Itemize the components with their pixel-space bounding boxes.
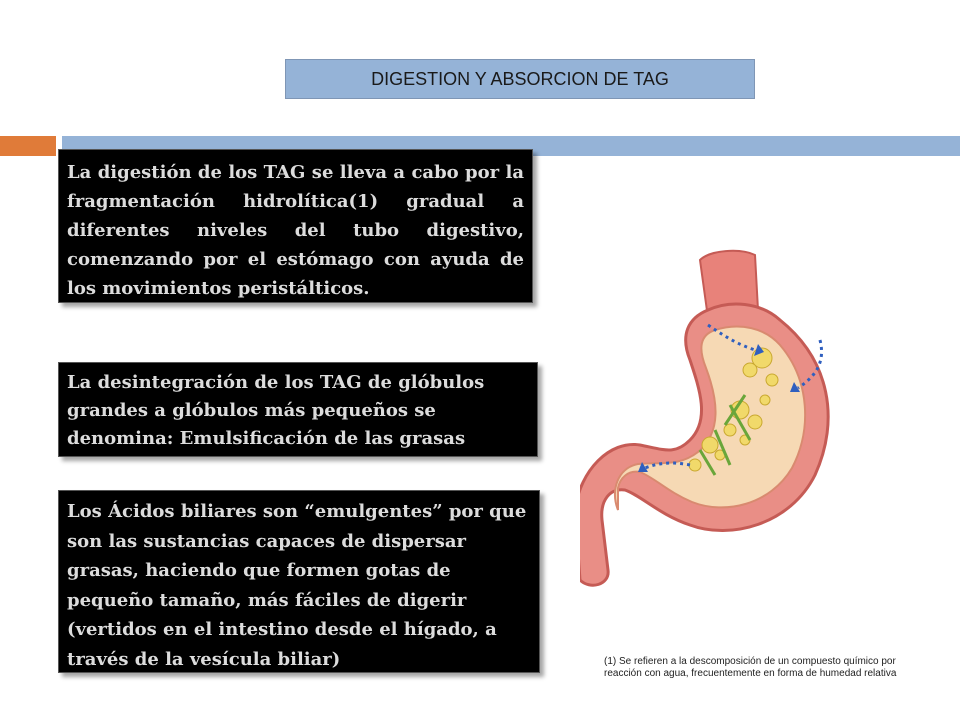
slide-title: DIGESTION Y ABSORCION DE TAG xyxy=(285,59,755,99)
emulsification-textbox: La desintegración de los TAG de glóbulos grandes a glóbulos más pequeños se denomina: Emulsificación de las grasas xyxy=(58,362,538,457)
digestion-textbox: La digestión de los TAG se lleva a cabo por la fragmentación hidrolítica(1) gradual a diferentes niveles del tubo digestivo, comenzando por el estómago con ayuda de los movimientos peristálticos. xyxy=(58,149,533,303)
stomach-illustration xyxy=(580,240,870,610)
bile-acids-textbox: Los Ácidos biliares son “emulgentes” por que son las sustancias capaces de dispersar grasas, haciendo que formen gotas de pequeño tamaño, más fáciles de digerir (vertidos en el intestino desde el hígado, a través de la vesícula biliar) xyxy=(58,490,540,673)
footnote: (1) Se refieren a la descomposición de un compuesto químico por reacción con agua, frecuentemente en forma de humedad relativa xyxy=(604,656,897,679)
accent-bar-orange xyxy=(0,136,56,156)
